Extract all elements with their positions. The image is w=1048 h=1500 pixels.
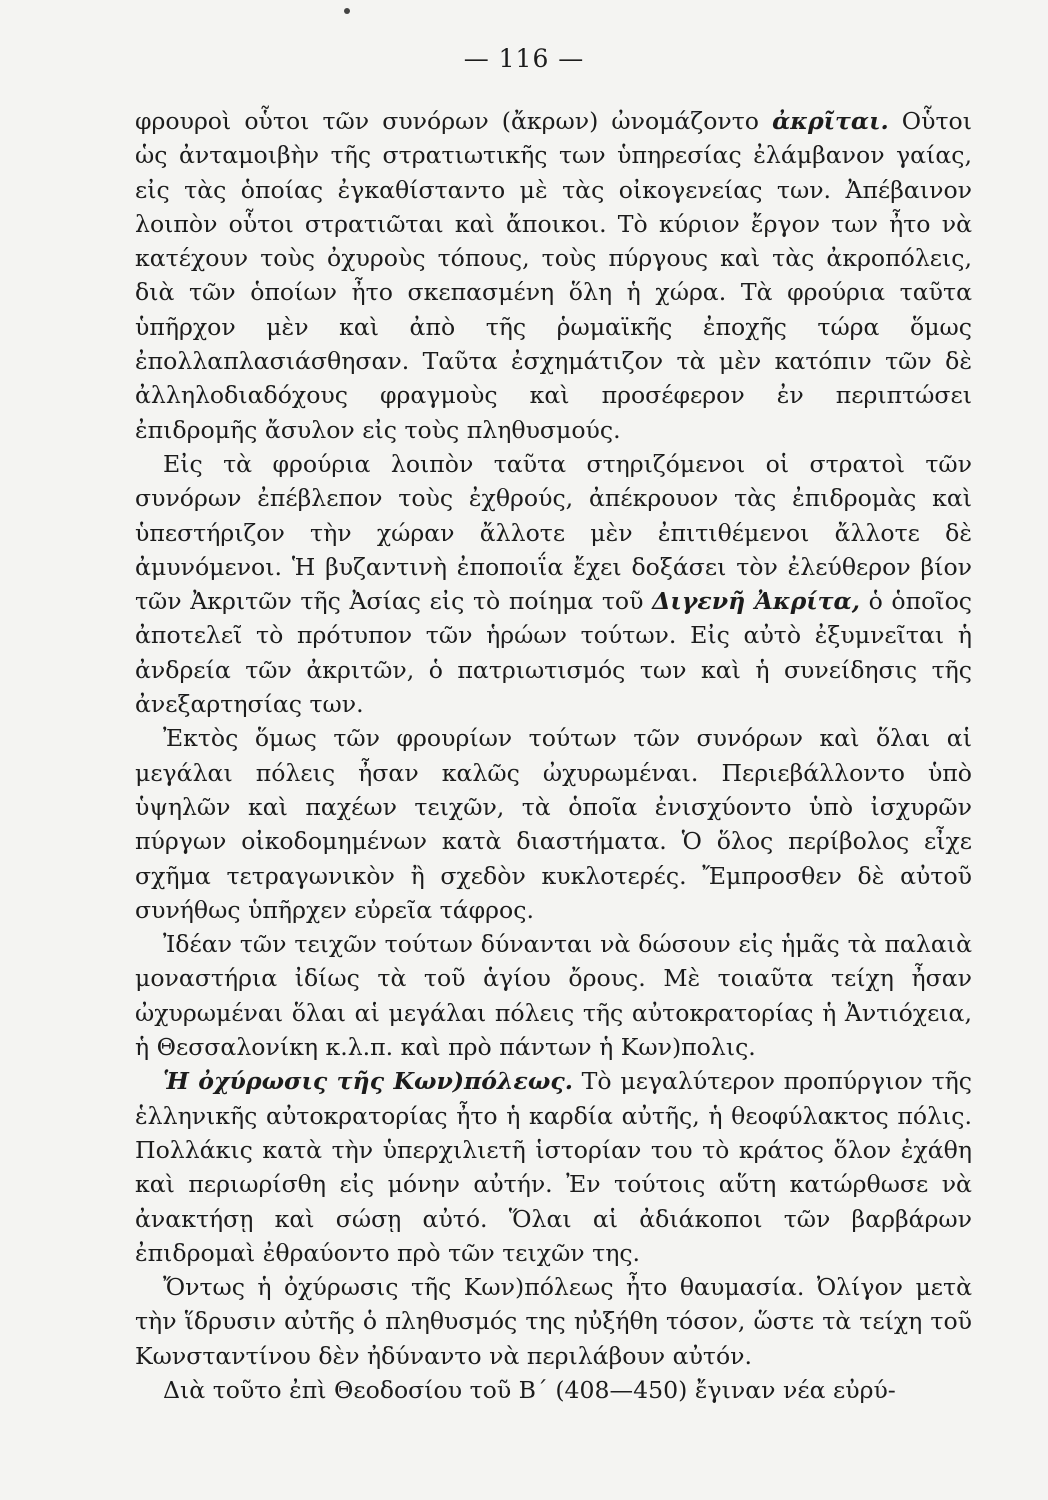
paragraph xyxy=(135,104,972,447)
section-heading-inline: Ἡ ὀχύρωσις τῆς Κων)πόλεως. xyxy=(163,1067,573,1096)
paragraph xyxy=(135,1270,972,1373)
text-run: Ὄντως ἡ ὀχύρωσις τῆς Κων)πόλεως ἦτο θαυμασία. Ὀλίγον μετὰ τὴν ἵδρυσιν αὐτῆς ὁ πληθυσμός της ηὐξήθη τόσον, ὥστε τὰ τείχη τοῦ Κωνσταντίνου δὲν ἠδύναντο νὰ περιλάβουν αὐτόν. xyxy=(135,1273,972,1370)
text-run: Οὗτοι ὡς ἀνταμοιβὴν τῆς στρατιωτικῆς των ὑπηρεσίας ἐλάμβανον γαίας, εἰς τὰς ὁποίας ἐγκαθίσταντο μὲ τὰς οἰκογενείας των. Ἀπέβαινον λοιπὸν οὗτοι στρατιῶται καὶ ἄποικοι. Τὸ κύριον ἔργον των ἦτο νὰ κατέχουν τοὺς ὀχυροὺς τόπους, τοὺς πύργους καὶ τὰς ἀκροπόλεις, διὰ τῶν ὁποίων ἦτο σκεπασμένη ὅλη ἡ χώρα. Τὰ φρούρια ταῦτα ὑπῆρχον μὲν καὶ ἀπὸ τῆς ῥωμαϊκῆς ἐποχῆς τώρα ὅμως ἐπολλαπλασιάσθησαν. Ταῦτα ἐσχημάτιζον τὰ μὲν κατόπιν τῶν δὲ ἀλληλοδιαδόχους φραγμοὺς καὶ προσέφερον ἐν περιπτώσει ἐπιδρομῆς ἄσυλον εἰς τοὺς πληθυσμούς. xyxy=(135,107,972,444)
print-speck xyxy=(344,8,350,14)
term-akritai: ἀκρῖται. xyxy=(772,107,889,135)
text-run: Ἐκτὸς ὅμως τῶν φρουρίων τούτων τῶν συνόρων καὶ ὅλαι αἱ μεγάλαι πόλεις ἦσαν καλῶς ὠχυρωμέναι. Περιεβάλλοντο ὑπὸ ὑψηλῶν καὶ παχέων τειχῶν, τὰ ὁποῖα ἐνισχύοντο ὑπὸ ἰσχυρῶν πύργων οἰκοδομημένων κατὰ διαστήματα. Ὁ ὅλος περίβολος εἶχε σχῆμα τετραγωνικὸν ἢ σχεδὸν κυκλοτερές. Ἔμπροσθεν δὲ αὐτοῦ συνήθως ὑπῆρχεν εὐρεῖα τάφρος. xyxy=(135,724,972,924)
text-run: φρουροὶ οὗτοι τῶν συνόρων (ἄκρων) ὠνομάζοντο xyxy=(135,107,773,135)
body-text xyxy=(135,104,972,1407)
text-run: ὁ ὁποῖος ἀποτελεῖ τὸ πρότυπον τῶν ἡρώων τούτων. Εἰς αὐτὸ ἐξυμνεῖται ἡ ἀνδρεία τῶν ἀκριτῶν, ὁ πατριωτισμός των καὶ ἡ συνείδησις τῆς ἀνεξαρτησίας των. xyxy=(135,587,972,719)
term-digenis-akritas: Διγενῆ Ἀκρίτα, xyxy=(652,587,860,616)
text-run: Εἰς τὰ φρούρια λοιπὸν ταῦτα στηριζόμενοι οἱ στρατοὶ τῶν συνόρων ἐπέβλεπον τοὺς ἐχθρούς, ἀπέκρουον τὰς ἐπιδρομὰς καὶ ὑπεστήριζον τὴν χώραν ἄλλοτε μὲν ἐπιτιθέμενοι ἄλλοτε δὲ ἀμυνόμενοι. Ἡ βυζαντινὴ ἐποποιΐα ἔχει δοξάσει τὸν ἐλεύθερον βίον τῶν Ἀκριτῶν τῆς Ἀσίας εἰς τὸ ποίημα τοῦ xyxy=(135,449,972,616)
text-run: Ἰδέαν τῶν τειχῶν τούτων δύνανται νὰ δώσουν εἰς ἡμᾶς τὰ παλαιὰ μοναστήρια ἰδίως τὰ τοῦ ἁγίου ὄρους. Μὲ τοιαῦτα τείχη ἦσαν ὠχυρωμέναι ὅλαι αἱ μεγάλαι πόλεις τῆς αὐτοκρατορίας ἡ Ἀντιόχεια, ἡ Θεσσαλονίκη κ.λ.π. καὶ πρὸ πάντων ἡ Κων)πολις. xyxy=(135,930,972,1062)
paragraph xyxy=(135,1064,972,1270)
paragraph xyxy=(135,721,972,927)
paragraph xyxy=(135,447,972,721)
page-number: — 116 — xyxy=(463,44,585,73)
text-run: Διὰ τοῦτο ἐπὶ Θεοδοσίου τοῦ Β΄ (408—450) ἔγιναν νέα εὐρύ- xyxy=(163,1375,896,1404)
paragraph xyxy=(135,927,972,1064)
text-run: Τὸ μεγαλύτερον προπύργιον τῆς ἑλληνικῆς αὐτοκρατορίας ἦτο ἡ καρδία αὐτῆς, ἡ θεοφύλακτος πόλις. Πολλάκις κατὰ τὴν ὑπερχιλιετῆ ἱστορίαν του τὸ κράτος ὅλον ἐχάθη καὶ περιωρίσθη εἰς μόνην αὐτήν. Ἐν τούτοις αὕτη κατώρθωσε νὰ ἀνακτήσῃ καὶ σώσῃ αὐτό. Ὅλαι αἱ ἀδιάκοποι τῶν βαρβάρων ἐπιδρομαὶ ἐθραύοντο πρὸ τῶν τειχῶν της. xyxy=(135,1067,972,1267)
paragraph xyxy=(135,1373,972,1407)
